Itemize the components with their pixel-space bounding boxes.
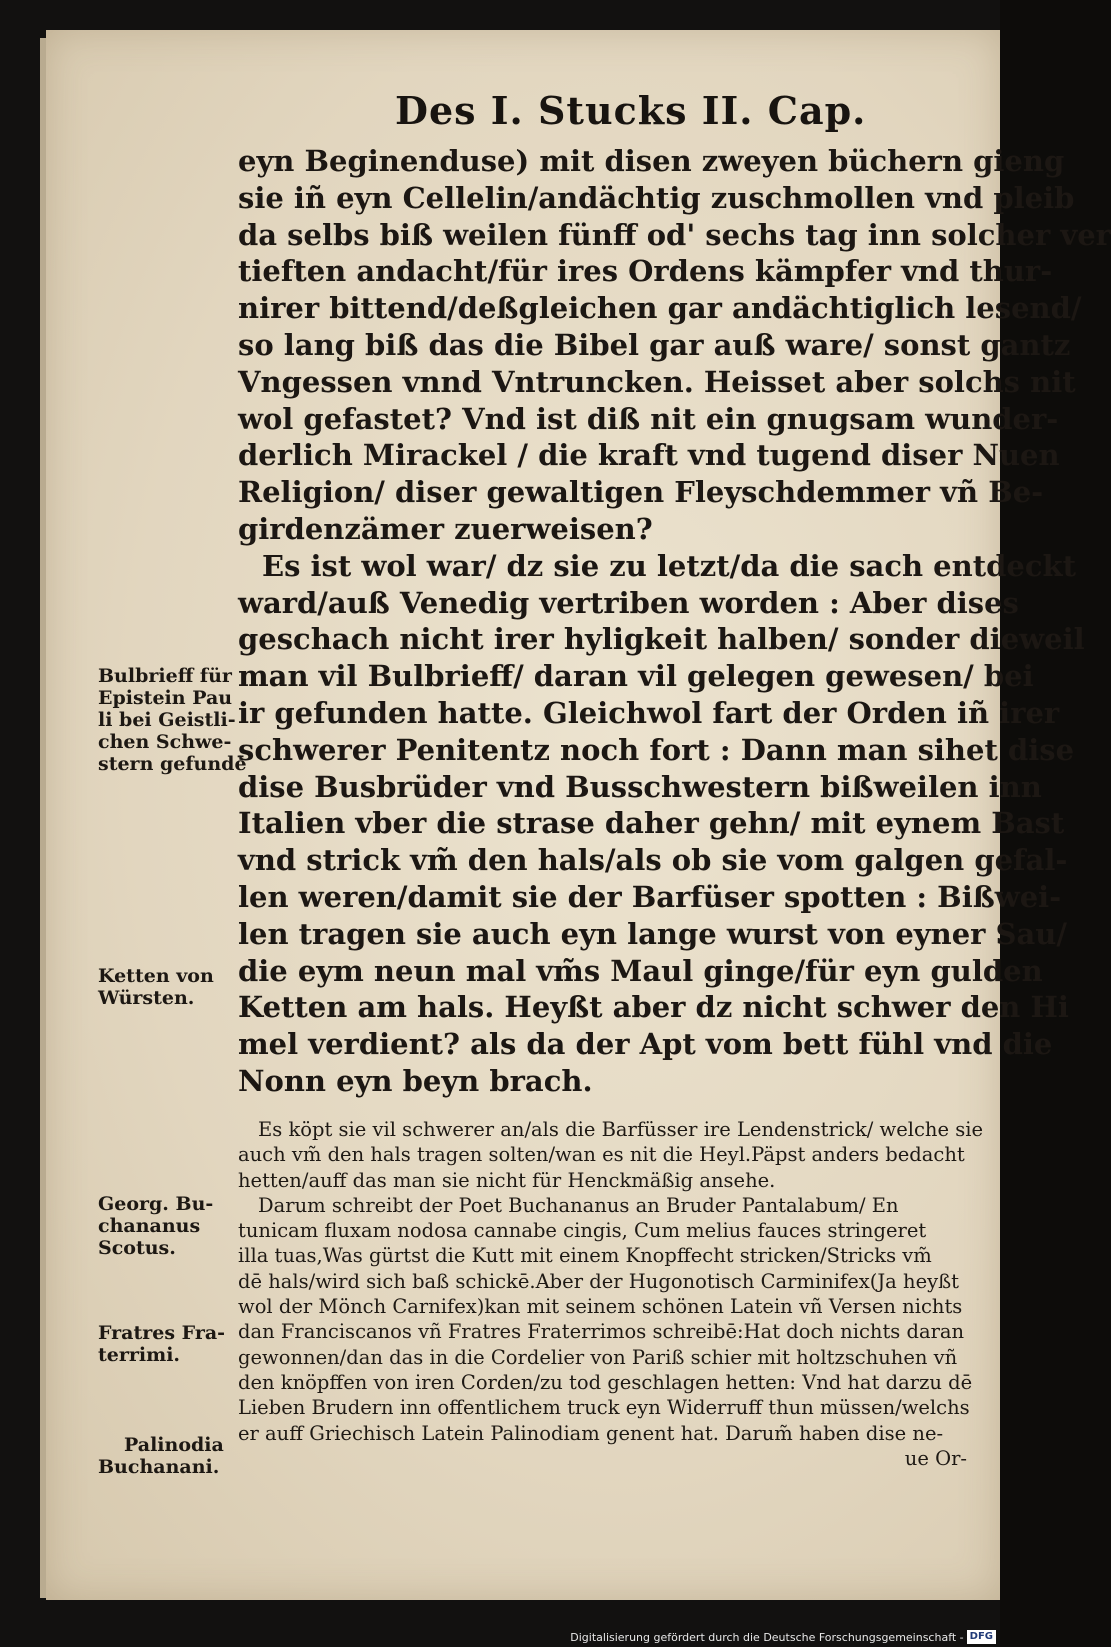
main-line: Nonn eyn beyn brach. [238,1063,593,1098]
digitization-credit [570,1630,996,1644]
small-line: ue Or- [904,1446,967,1470]
main-line: len weren/damit sie der Barfüser spotten : Bißwei- [238,879,1062,914]
small-text-block [238,1117,983,1471]
margin-line: Ketten von [98,965,214,987]
marginal-note-fratres [98,1322,234,1366]
main-line: len tragen sie auch eyn lange wurst von eyner Sau/ [238,916,1067,951]
main-line: man vil Bulbrieff/ daran vil gelegen gewesen/ bei [238,659,1034,694]
main-line: Vngessen vnnd Vntruncken. Heisset aber solchs nit [238,364,1076,399]
small-line: wol der Mönch Carnifex)kan mit seinem schönen Latein vñ Versen nichts [238,1295,963,1319]
marginal-note-palinodia [98,1434,234,1478]
small-line: tunicam fluxam nodosa cannabe cingis, Cum melius fauces stringeret [238,1219,927,1243]
small-line: gewonnen/dan das in die Cordelier von Pariß schier mit holtzschuhen vñ [238,1345,958,1369]
main-line: Religion/ diser gewaltigen Fleyschdemmer vñ Be- [238,475,1044,510]
margin-line: chananus [98,1215,201,1237]
main-line: ward/auß Venedig vertriben worden : Aber dises [238,585,1019,620]
small-line: den knöpffen von iren Corden/zu tod geschlagen hetten: Vnd hat darzu dē [238,1370,973,1394]
main-line: so lang biß das die Bibel gar auß ware/ sonst gantz [238,327,1071,362]
margin-line: Palinodia [124,1434,224,1456]
margin-line: chen Schwe- [98,731,232,753]
margin-line: Fratres Fra- [98,1322,226,1344]
margin-line: Würsten. [98,987,195,1009]
main-line: tieften andacht/für ires Ordens kämpfer vnd thur- [238,254,1053,289]
marginal-note-buchananus [98,1193,234,1259]
main-line: derlich Mirackel / die kraft vnd tugend diser Nuen [238,438,1060,473]
small-line: dan Franciscanos vñ Fratres Fraterrimos schreibē:Hat doch nichts daran [238,1320,965,1344]
margin-line: Epistein Pau [98,687,233,709]
marginal-note-bulbrieff [98,665,247,775]
main-text-block [238,143,1111,1100]
main-line: sie iñ eyn Cellelin/andächtig zuschmollen vnd pleib [238,180,1075,215]
main-line: vnd strick vm̃ den hals/als ob sie vom galgen gefal- [238,843,1068,878]
small-line: er auff Griechisch Latein Palinodiam genent hat. Darum̃ haben dise ne- [238,1421,944,1445]
main-line: Es ist wol war/ dz sie zu letzt/da die sach entdeckt [262,548,1076,583]
main-line: die eym neun mal vm̃s Maul ginge/für eyn gulden [238,953,1043,988]
small-line: dē hals/wird sich baß schickē.Aber der Hugonotisch Carminifex(Ja heyßt [238,1269,959,1293]
small-line: Darum schreibt der Poet Buchananus an Bruder Pantalabum/ En [258,1193,899,1217]
main-line: mel verdient? als da der Apt vom bett fühl vnd die [238,1027,1053,1062]
main-line: Italien vber die strase daher gehn/ mit eynem Bast [238,806,1065,841]
small-line: hetten/auff das man sie nicht für Henckmäßig ansehe. [238,1168,776,1192]
small-line: Lieben Brudern inn offentlichem truck eyn Widerruff thun müssen/welchs [238,1396,970,1420]
main-line: ir gefunden hatte. Gleichwol fart der Orden iñ irer [238,695,1060,730]
small-line: illa tuas,Was gürtst die Kutt mit einem Knopffecht stricken/Stricks vm̃ [238,1244,932,1268]
main-line: da selbs biß weilen fünff od' sechs tag inn solcher ver [238,217,1111,252]
main-line: girdenzämer zuerweisen? [238,511,653,546]
margin-line: li bei Geistli- [98,709,236,731]
main-line: Ketten am hals. Heyßt aber dz nicht schwer den Hi [238,990,1069,1025]
small-line: Es köpt sie vil schwerer an/als die Barfüsser ire Lendenstrick/ welche sie [258,1118,983,1141]
small-line: auch vm̃ den hals tragen solten/wan es nit die Heyl.Päpst anders bedacht [238,1143,965,1167]
margin-line: stern gefundē [98,753,247,775]
margin-line: Scotus. [98,1237,176,1259]
margin-line: Georg. Bu- [98,1193,214,1215]
main-line: schwerer Penitentz noch fort : Dann man sihet dise [238,732,1075,767]
main-line: wol gefastet? Vnd ist diß nit ein gnugsam wunder- [238,401,1059,436]
running-title: Des I. Stucks II. Cap. [395,88,867,133]
main-line: dise Busbrüder vnd Busschwestern bißweilen inn [238,769,1042,804]
main-line: eyn Beginenduse) mit disen zweyen büchern gieng [238,144,1065,178]
margin-line: Buchanani. [98,1456,220,1478]
margin-line: terrimi. [98,1344,181,1366]
main-line: geschach nicht irer hyligkeit halben/ sonder dieweil [238,622,1085,657]
marginal-note-ketten [98,965,234,1009]
credit-text: Digitalisierung gefördert durch die Deutsche Forschungsgemeinschaft - [570,1630,964,1644]
margin-line: Bulbrieff für [98,665,232,687]
main-line: nirer bittend/deßgleichen gar andächtiglich lesend/ [238,291,1082,326]
dfg-logo: DFG [967,1630,996,1644]
